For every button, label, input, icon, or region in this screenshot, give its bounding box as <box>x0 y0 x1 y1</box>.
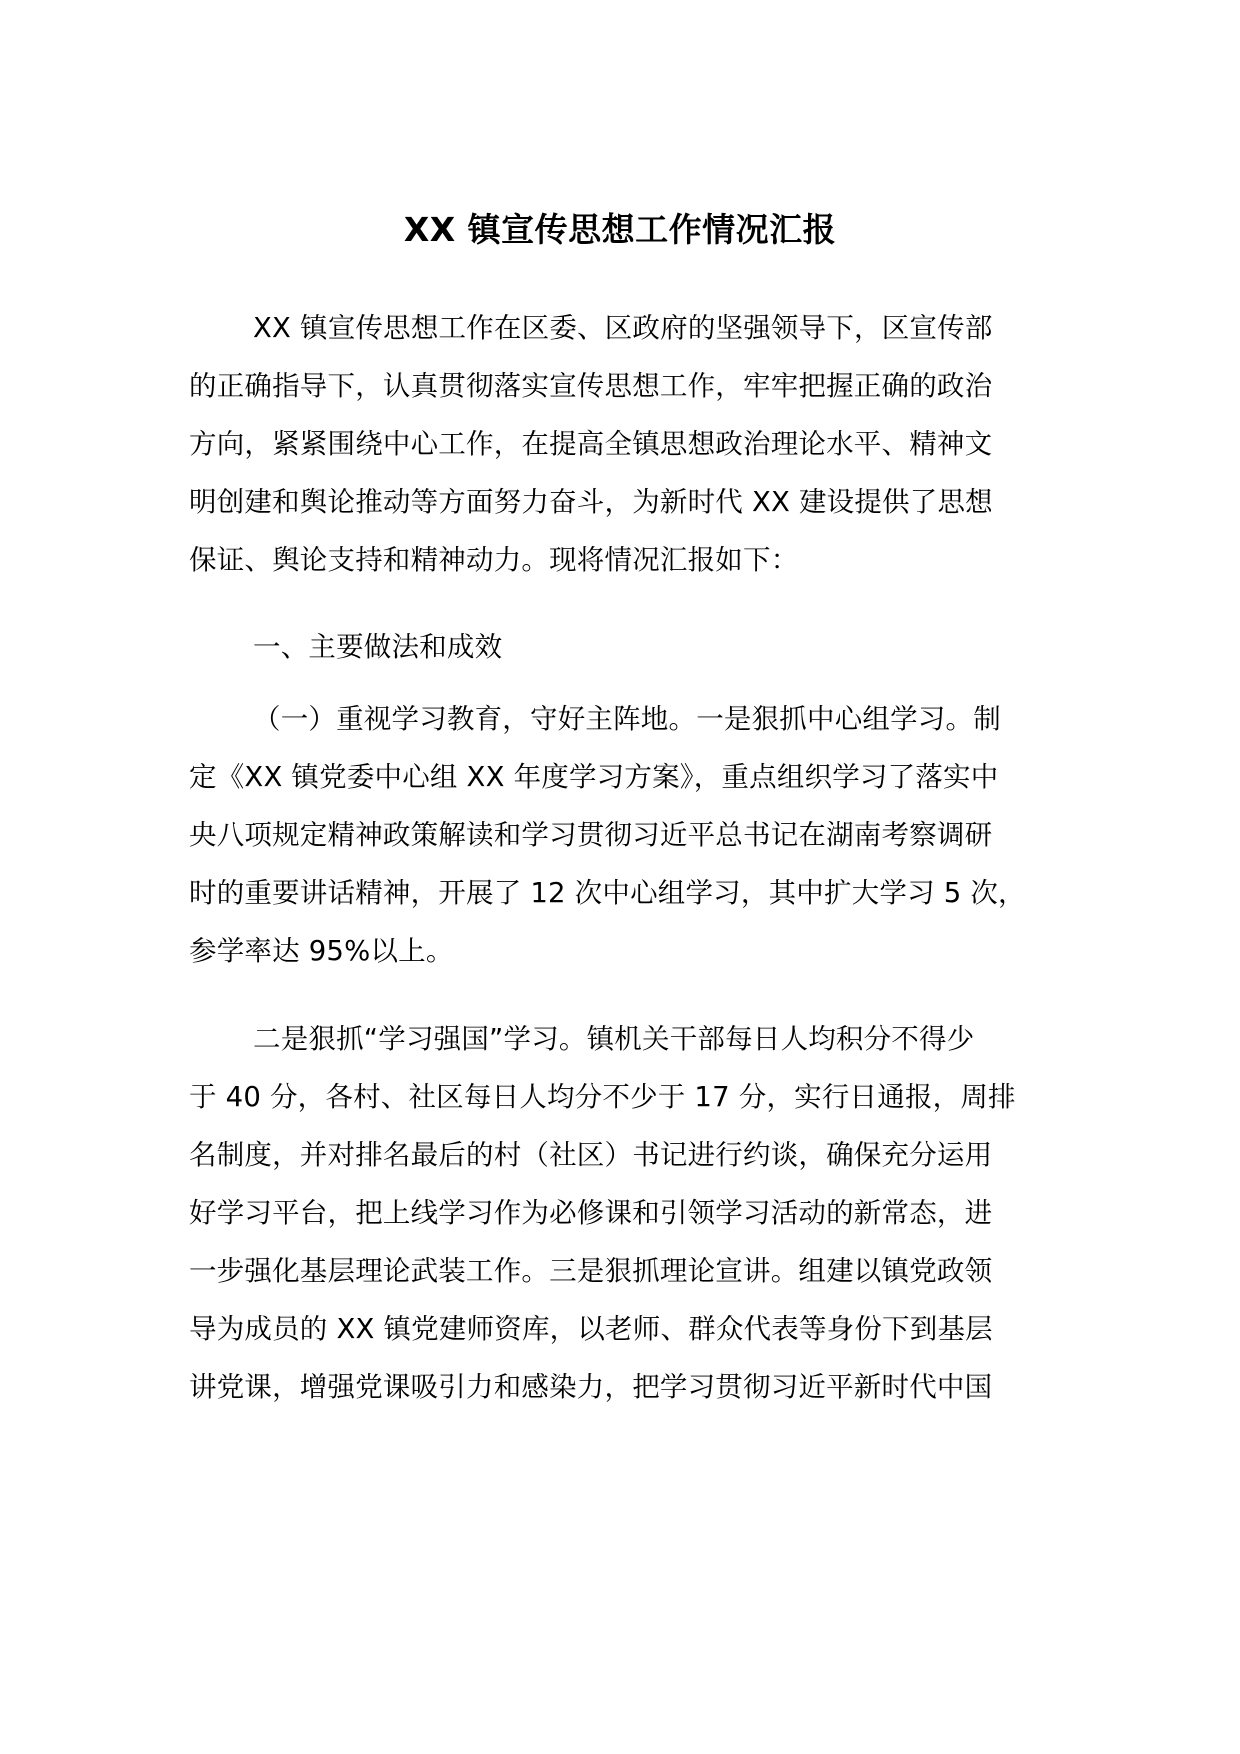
paragraph-line: 讲党课，增强党课吸引力和感染力，把学习贯彻习近平新时代中国 <box>189 1371 993 1403</box>
paragraph-line: 名制度，并对排名最后的村（社区）书记进行约谈，确保充分运用 <box>189 1139 993 1171</box>
paragraph-line: 央八项规定精神政策解读和学习贯彻习近平总书记在湖南考察调研 <box>189 819 993 851</box>
paragraph-line: 二是狠抓“学习强国”学习。镇机关干部每日人均积分不得少 <box>253 1023 975 1055</box>
paragraph-line: （一）重视学习教育，守好主阵地。一是狠抓中心组学习。制 <box>253 703 1001 735</box>
paragraph-line: 时的重要讲话精神，开展了 12 次中心组学习，其中扩大学习 5 次， <box>189 877 1026 909</box>
paragraph-line: 参学率达 95%以上。 <box>189 935 454 967</box>
paragraph-line: 一步强化基层理论武装工作。三是狠抓理论宣讲。组建以镇党政领 <box>189 1255 993 1287</box>
paragraph-line: 好学习平台，把上线学习作为必修课和引领学习活动的新常态，进 <box>189 1197 993 1229</box>
section-heading: 一、主要做法和成效 <box>253 631 503 663</box>
document-title: XX 镇宣传思想工作情况汇报 <box>403 210 837 249</box>
paragraph-line: 的正确指导下，认真贯彻落实宣传思想工作，牢牢把握正确的政治 <box>189 370 993 402</box>
paragraph-line: 于 40 分，各村、社区每日人均分不少于 17 分，实行日通报，周排 <box>189 1081 1016 1113</box>
paragraph-line: XX 镇宣传思想工作在区委、区政府的坚强领导下，区宣传部 <box>253 312 993 344</box>
paragraph-line: 导为成员的 XX 镇党建师资库，以老师、群众代表等身份下到基层 <box>189 1313 993 1345</box>
paragraph-line: 保证、舆论支持和精神动力。现将情况汇报如下： <box>189 544 799 576</box>
paragraph-line: 定《XX 镇党委中心组 XX 年度学习方案》，重点组织学习了落实中 <box>189 761 999 793</box>
paragraph-line: 方向，紧紧围绕中心工作，在提高全镇思想政治理论水平、精神文 <box>189 428 993 460</box>
paragraph-line: 明创建和舆论推动等方面努力奋斗，为新时代 XX 建设提供了思想 <box>189 486 993 518</box>
